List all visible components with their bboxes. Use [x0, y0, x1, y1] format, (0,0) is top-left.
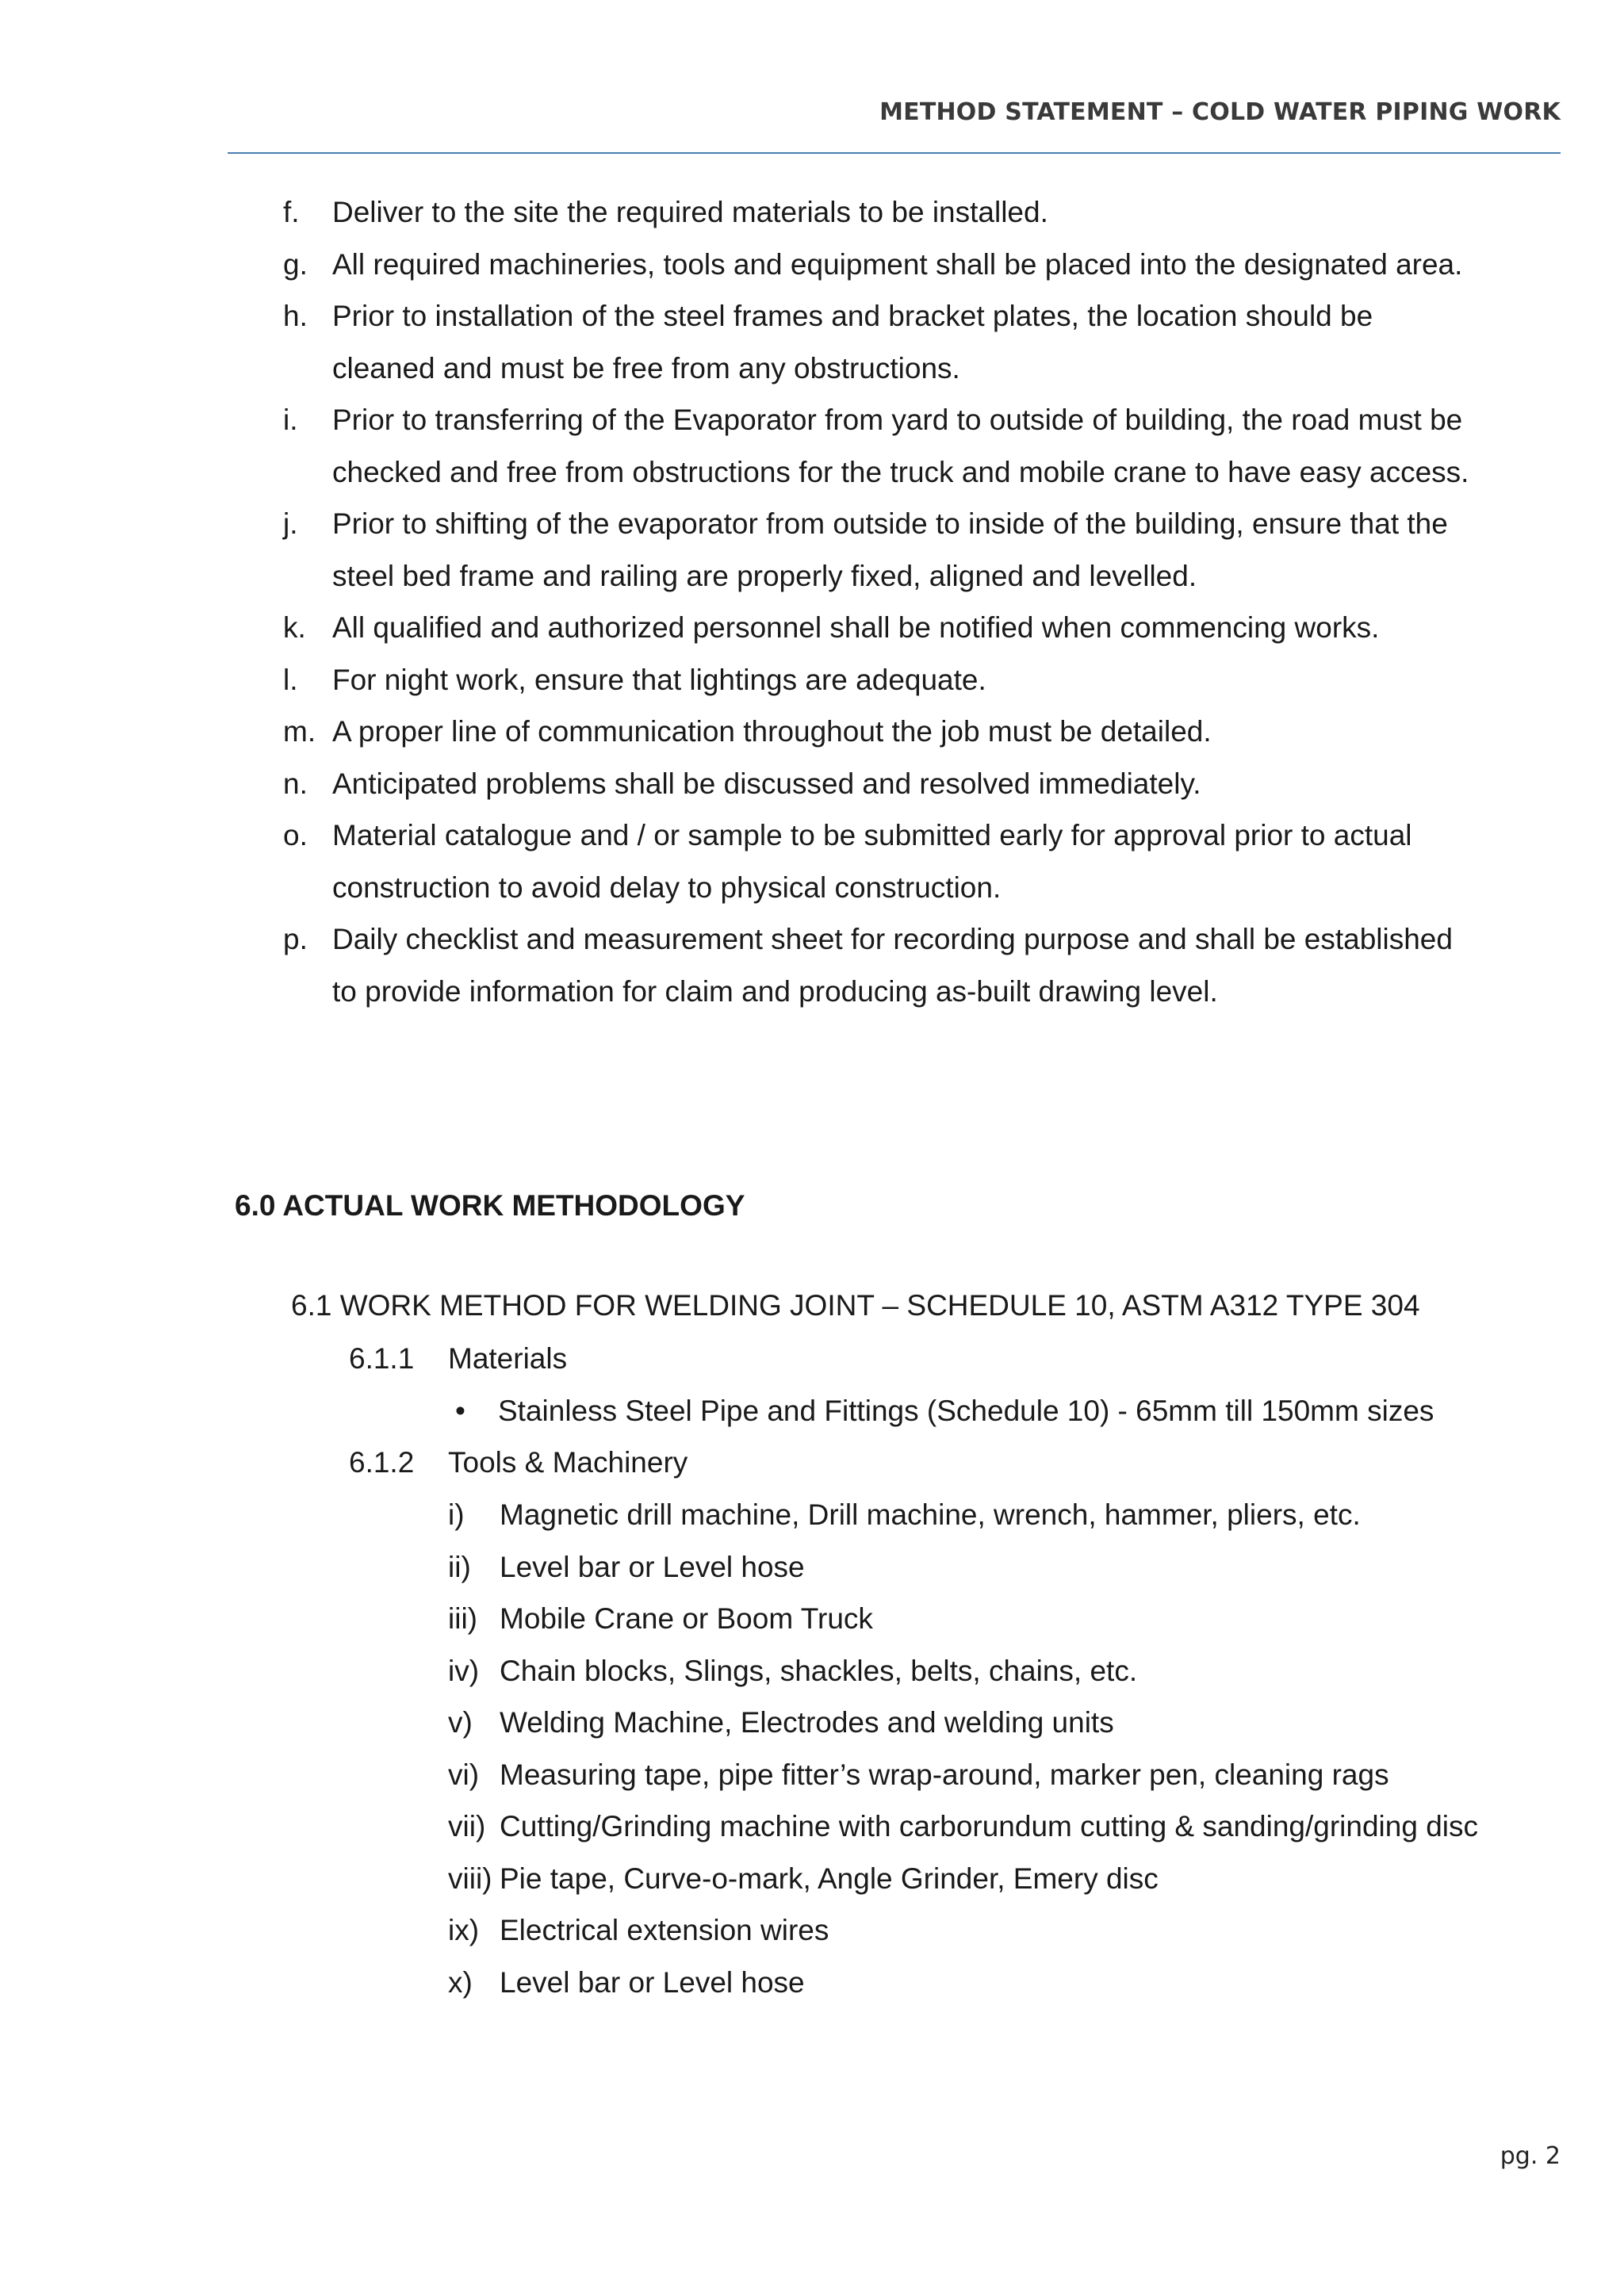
list-item-text: Material catalogue and / or sample to be submitted early for approval prior to actual construction to avoid delay to physical construction. [332, 819, 1412, 904]
list-marker: x) [448, 1965, 473, 1999]
tools-item-text: Electrical extension wires [500, 1914, 829, 1946]
bullet-icon: • [455, 1395, 465, 1427]
document-header-title: METHOD STATEMENT – COLD WATER PIPING WORK [879, 98, 1561, 126]
subsection-heading: 6.1 WORK METHOD FOR WELDING JOINT – SCHEDULE 10, ASTM A312 TYPE 304 [291, 1289, 1420, 1322]
list-marker: g. [283, 247, 308, 281]
list-marker: f. [283, 196, 300, 228]
list-marker: i) [448, 1498, 465, 1531]
materials-bullet-text: Stainless Steel Pipe and Fittings (Schedule 10) - 65mm till 150mm sizes [498, 1395, 1434, 1427]
tools-item-text: Level bar or Level hose [500, 1550, 805, 1583]
materials-number: 6.1.1 [349, 1342, 415, 1375]
tools-item-text: Cutting/Grinding machine with carborundum cutting & sanding/grinding disc [500, 1810, 1479, 1843]
tools-list-item [448, 1957, 1519, 2009]
list-marker: i. [283, 404, 298, 436]
tools-list-item [448, 1541, 1519, 1594]
tools-item-text: Chain blocks, Slings, shackles, belts, chains, etc. [500, 1654, 1138, 1687]
list-item-text: Daily checklist and measurement sheet for recording purpose and shall be established to provide information for claim and producing as-built drawing level. [332, 923, 1453, 1008]
list-item-text: All required machineries, tools and equipment shall be placed into the designated area. [332, 247, 1463, 281]
tools-number: 6.1.2 [349, 1446, 415, 1479]
list-marker: j. [283, 507, 298, 540]
list-marker: o. [283, 819, 308, 851]
list-marker: n. [283, 767, 308, 800]
list-item [283, 706, 1473, 758]
list-item [283, 654, 1473, 706]
list-item [283, 498, 1473, 602]
list-marker: iv) [448, 1654, 480, 1687]
list-marker: k. [283, 611, 306, 644]
list-item [283, 394, 1473, 498]
tools-list-item [448, 1749, 1519, 1801]
list-item-text: Prior to installation of the steel frames and bracket plates, the location should be cleaned and must be free from any obstructions. [332, 300, 1373, 385]
tools-list-item [448, 1593, 1519, 1645]
list-marker: m. [283, 715, 316, 748]
list-item [283, 758, 1473, 810]
tools-item-text: Mobile Crane or Boom Truck [500, 1602, 873, 1635]
section-heading: 6.0 ACTUAL WORK METHODOLOGY [235, 1189, 745, 1222]
list-marker: vi) [448, 1758, 480, 1791]
list-marker: l. [283, 663, 298, 696]
tools-list-item [448, 1904, 1519, 1957]
list-item-text: All qualified and authorized personnel shall be notified when commencing works. [332, 611, 1380, 644]
tools-list-item [448, 1645, 1519, 1697]
list-item-text: A proper line of communication throughout the job must be detailed. [332, 715, 1212, 748]
tools-item-text: Welding Machine, Electrodes and welding units [500, 1706, 1114, 1739]
list-item-text: Anticipated problems shall be discussed and resolved immediately. [332, 767, 1201, 800]
tools-list-item [448, 1800, 1519, 1853]
list-item-text: Prior to shifting of the evaporator from outside to inside of the building, ensure that the steel bed frame and railing are properly fixed, aligned and levelled. [332, 507, 1448, 592]
list-marker: viii) [448, 1862, 492, 1895]
tools-heading [349, 1437, 688, 1488]
list-marker: ix) [448, 1914, 480, 1946]
list-item [283, 809, 1473, 913]
preparation-list [283, 186, 1473, 1017]
list-marker: vii) [448, 1810, 486, 1843]
list-item [283, 239, 1473, 291]
page-number: pg. 2 [1500, 2142, 1561, 2170]
list-item-text: Prior to transferring of the Evaporator from yard to outside of building, the road must be checked and free from obstructions for the truck and mobile crane to have easy access. [332, 404, 1469, 488]
list-item-text: For night work, ensure that lightings are adequate. [332, 663, 986, 696]
list-item [283, 913, 1473, 1017]
list-item [283, 186, 1473, 239]
tools-item-text: Measuring tape, pipe fitter’s wrap-around, marker pen, cleaning rags [500, 1758, 1389, 1791]
tools-item-text: Level bar or Level hose [500, 1965, 805, 1999]
materials-heading [349, 1333, 567, 1384]
header-divider [228, 152, 1561, 154]
list-marker: v) [448, 1706, 473, 1739]
list-marker: iii) [448, 1602, 477, 1635]
list-item [283, 602, 1473, 654]
tools-list-item [448, 1697, 1519, 1749]
tools-list [448, 1489, 1519, 2008]
list-marker: h. [283, 300, 308, 332]
materials-title: Materials [448, 1342, 568, 1375]
tools-list-item [448, 1489, 1519, 1541]
tools-list-item [448, 1853, 1519, 1905]
list-marker: ii) [448, 1550, 471, 1583]
materials-bullet-item [455, 1385, 1434, 1437]
tools-item-text: Pie tape, Curve-o-mark, Angle Grinder, Emery disc [500, 1862, 1159, 1895]
tools-item-text: Magnetic drill machine, Drill machine, wrench, hammer, pliers, etc. [500, 1498, 1361, 1531]
list-marker: p. [283, 923, 308, 955]
tools-title: Tools & Machinery [448, 1446, 688, 1479]
list-item [283, 290, 1473, 394]
list-item-text: Deliver to the site the required materials to be installed. [332, 196, 1048, 228]
